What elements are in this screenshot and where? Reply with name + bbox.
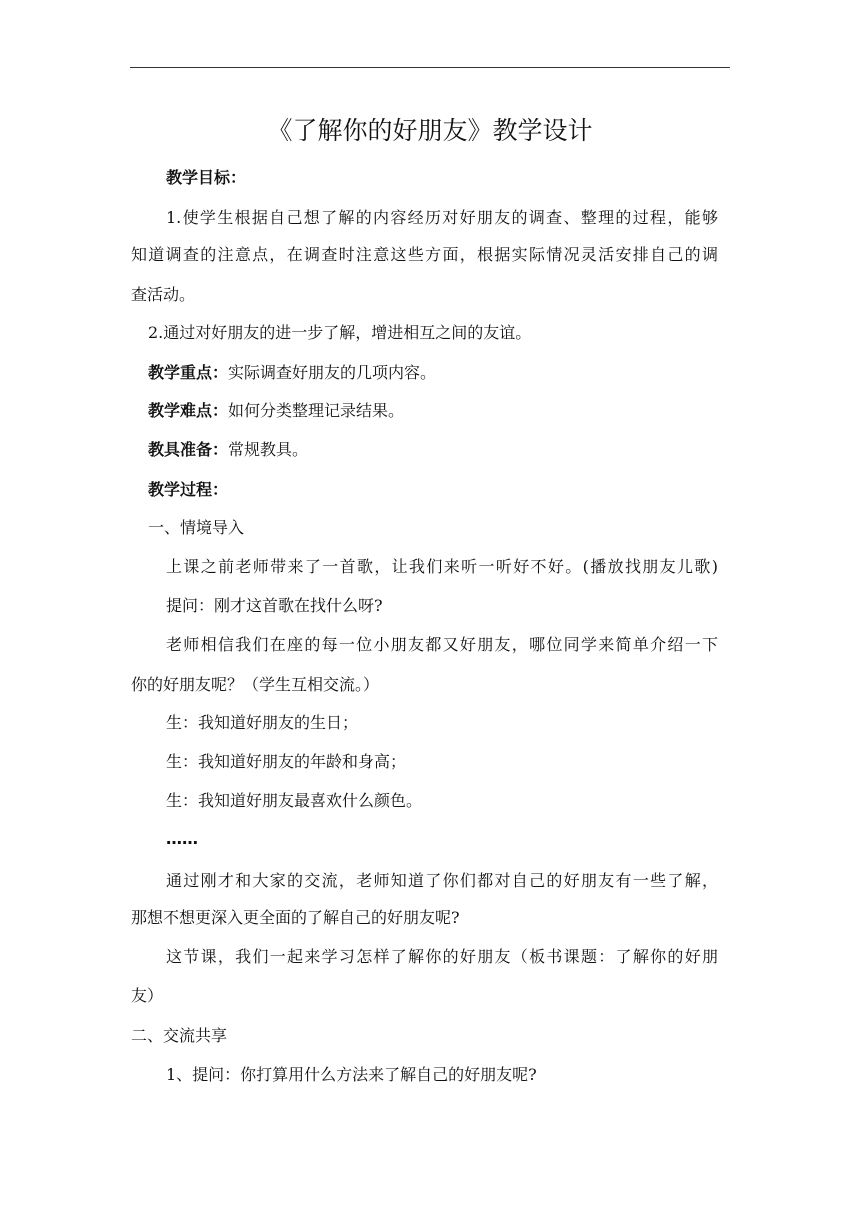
objective-1-line-1: 1.使学生根据自己想了解的内容经历对好朋友的调查、整理的过程，能够 bbox=[166, 208, 718, 227]
process-heading: 教学过程： bbox=[148, 480, 229, 499]
key-point-label: 教学重点： bbox=[148, 363, 229, 382]
materials-label: 教具准备： bbox=[148, 440, 229, 459]
document-title: 《了解你的好朋友》教学设计 bbox=[267, 116, 593, 145]
difficulty-label: 教学难点： bbox=[148, 401, 229, 420]
materials bbox=[148, 440, 308, 460]
section-1-paragraph-2: 提问：刚才这首歌在找什么呀? bbox=[166, 596, 383, 615]
section-1-paragraph-4-line-2: 那想不想更深入更全面的了解自己的好朋友呢? bbox=[131, 908, 460, 927]
section-2-question-1: 1、提问：你打算用什么方法来了解自己的好朋友呢? bbox=[166, 1065, 537, 1084]
student-answer-1: 生：我知道好朋友的生日； bbox=[166, 713, 359, 732]
section-1-heading: 一、情境导入 bbox=[148, 518, 245, 537]
objective-1-line-3: 查活动。 bbox=[131, 285, 196, 304]
difficulty-text: 如何分类整理记录结果。 bbox=[228, 401, 405, 420]
objective-2: 2.通过对好朋友的进一步了解，增进相互之间的友谊。 bbox=[148, 323, 532, 342]
key-point bbox=[148, 363, 436, 383]
section-2-heading: 二、交流共享 bbox=[131, 1026, 228, 1045]
section-1-paragraph-1: 上课之前老师带来了一首歌，让我们来听一听好不好。(播放找朋友儿歌) bbox=[166, 557, 718, 576]
section-1-paragraph-5-line-2: 友） bbox=[131, 986, 164, 1005]
section-1-paragraph-4-line-1: 通过刚才和大家的交流，老师知道了你们都对自己的好朋友有一些了解， bbox=[166, 871, 718, 890]
student-answer-3: 生：我知道好朋友最喜欢什么颜色。 bbox=[166, 791, 423, 810]
objective-1-line-2: 知道调查的注意点，在调查时注意这些方面，根据实际情况灵活安排自己的调 bbox=[131, 245, 718, 264]
section-1-paragraph-5-line-1: 这节课，我们一起来学习怎样了解你的好朋友（板书课题：了解你的好朋 bbox=[166, 947, 718, 966]
materials-text: 常规教具。 bbox=[228, 440, 309, 459]
key-point-text: 实际调查好朋友的几项内容。 bbox=[228, 363, 437, 382]
ellipsis: …… bbox=[166, 829, 198, 848]
section-1-paragraph-3-line-2: 你的好朋友呢？（学生互相交流。） bbox=[131, 675, 380, 694]
section-1-paragraph-3-line-1: 老师相信我们在座的每一位小朋友都又好朋友，哪位同学来简单介绍一下 bbox=[166, 635, 718, 654]
student-answer-2: 生：我知道好朋友的年龄和身高； bbox=[166, 752, 407, 771]
difficulty bbox=[148, 401, 404, 421]
objectives-heading: 教学目标： bbox=[166, 168, 247, 187]
header-rule bbox=[130, 67, 730, 68]
